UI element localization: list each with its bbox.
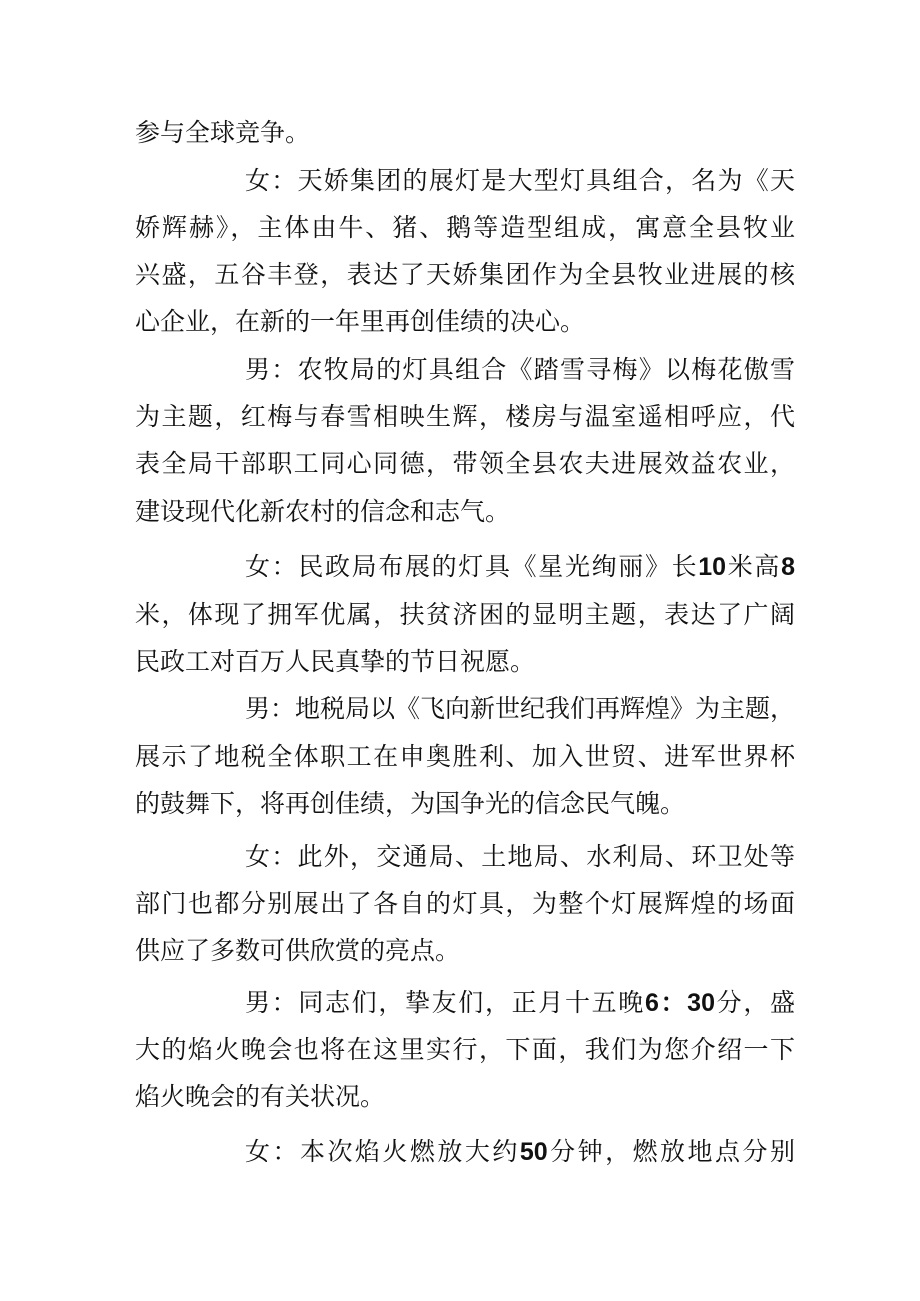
text-line: 为主题，红梅与春雪相映生辉，楼房与温室遥相呼应，代 [135, 402, 795, 431]
text-line: 娇辉赫》，主体由牛、猪、鹅等造型组成，寓意全县牧业 [135, 213, 795, 242]
text-line: 民政工对百万人民真挚的节日祝愿。 [135, 647, 536, 676]
text-line: 男：农牧局的灯具组合《踏雪寻梅》以梅花傲雪 [245, 355, 795, 384]
text-segment: 女：民政局布展的灯具《星光绚丽》长 [245, 552, 699, 581]
number: 8 [781, 553, 795, 581]
text-line: 供应了多数可供欣赏的亮点。 [135, 936, 461, 965]
number: 50 [519, 1138, 548, 1166]
text-line: 大的焰火晚会也将在这里实行，下面，我们为您介绍一下 [135, 1035, 795, 1064]
text-segment: 分钟，燃放地点分别 [547, 1137, 795, 1166]
text-line: 女：此外，交通局、土地局、水利局、环卫处等 [245, 842, 795, 871]
text-line: 女：天娇集团的展灯是大型灯具组合，名为《天 [245, 166, 795, 195]
text-line [245, 987, 795, 1019]
text-line: 建设现代化新农村的信念和志气。 [135, 497, 511, 526]
text-line: 心企业，在新的一年里再创佳绩的决心。 [135, 307, 586, 336]
text-line: 焰火晚会的有关状况。 [135, 1082, 386, 1111]
text-line: 部门也都分别展出了各自的灯具，为整个灯展辉煌的场面 [135, 889, 795, 918]
text-segment: 分，盛 [715, 988, 795, 1017]
text-segment: 男：同志们，挚友们，正月十五晚 [245, 988, 645, 1017]
text-segment: 米高 [726, 552, 782, 581]
text-line: 参与全球竞争。 [135, 118, 311, 147]
text-line: 兴盛，五谷丰登，表达了天娇集团作为全县牧业进展的核 [135, 260, 795, 289]
text-segment: 女：本次焰火燃放大约 [245, 1137, 520, 1166]
text-line: 展示了地税全体职工在申奥胜利、加入世贸、进军世界杯 [135, 742, 795, 771]
text-line: 表全局干部职工同心同德，带领全县农夫进展效益农业， [135, 449, 795, 478]
text-line: 米，体现了拥军优属，扶贫济困的显明主题，表达了广阔 [135, 600, 795, 629]
number: 10 [698, 553, 727, 581]
text-line: 的鼓舞下，将再创佳绩，为国争光的信念民气魄。 [135, 789, 686, 818]
text-line [245, 1136, 795, 1168]
text-line: 男：地税局以《飞向新世纪我们再辉煌》为主题， [245, 694, 796, 723]
time: 6：30 [644, 989, 715, 1017]
text-line [245, 551, 795, 583]
